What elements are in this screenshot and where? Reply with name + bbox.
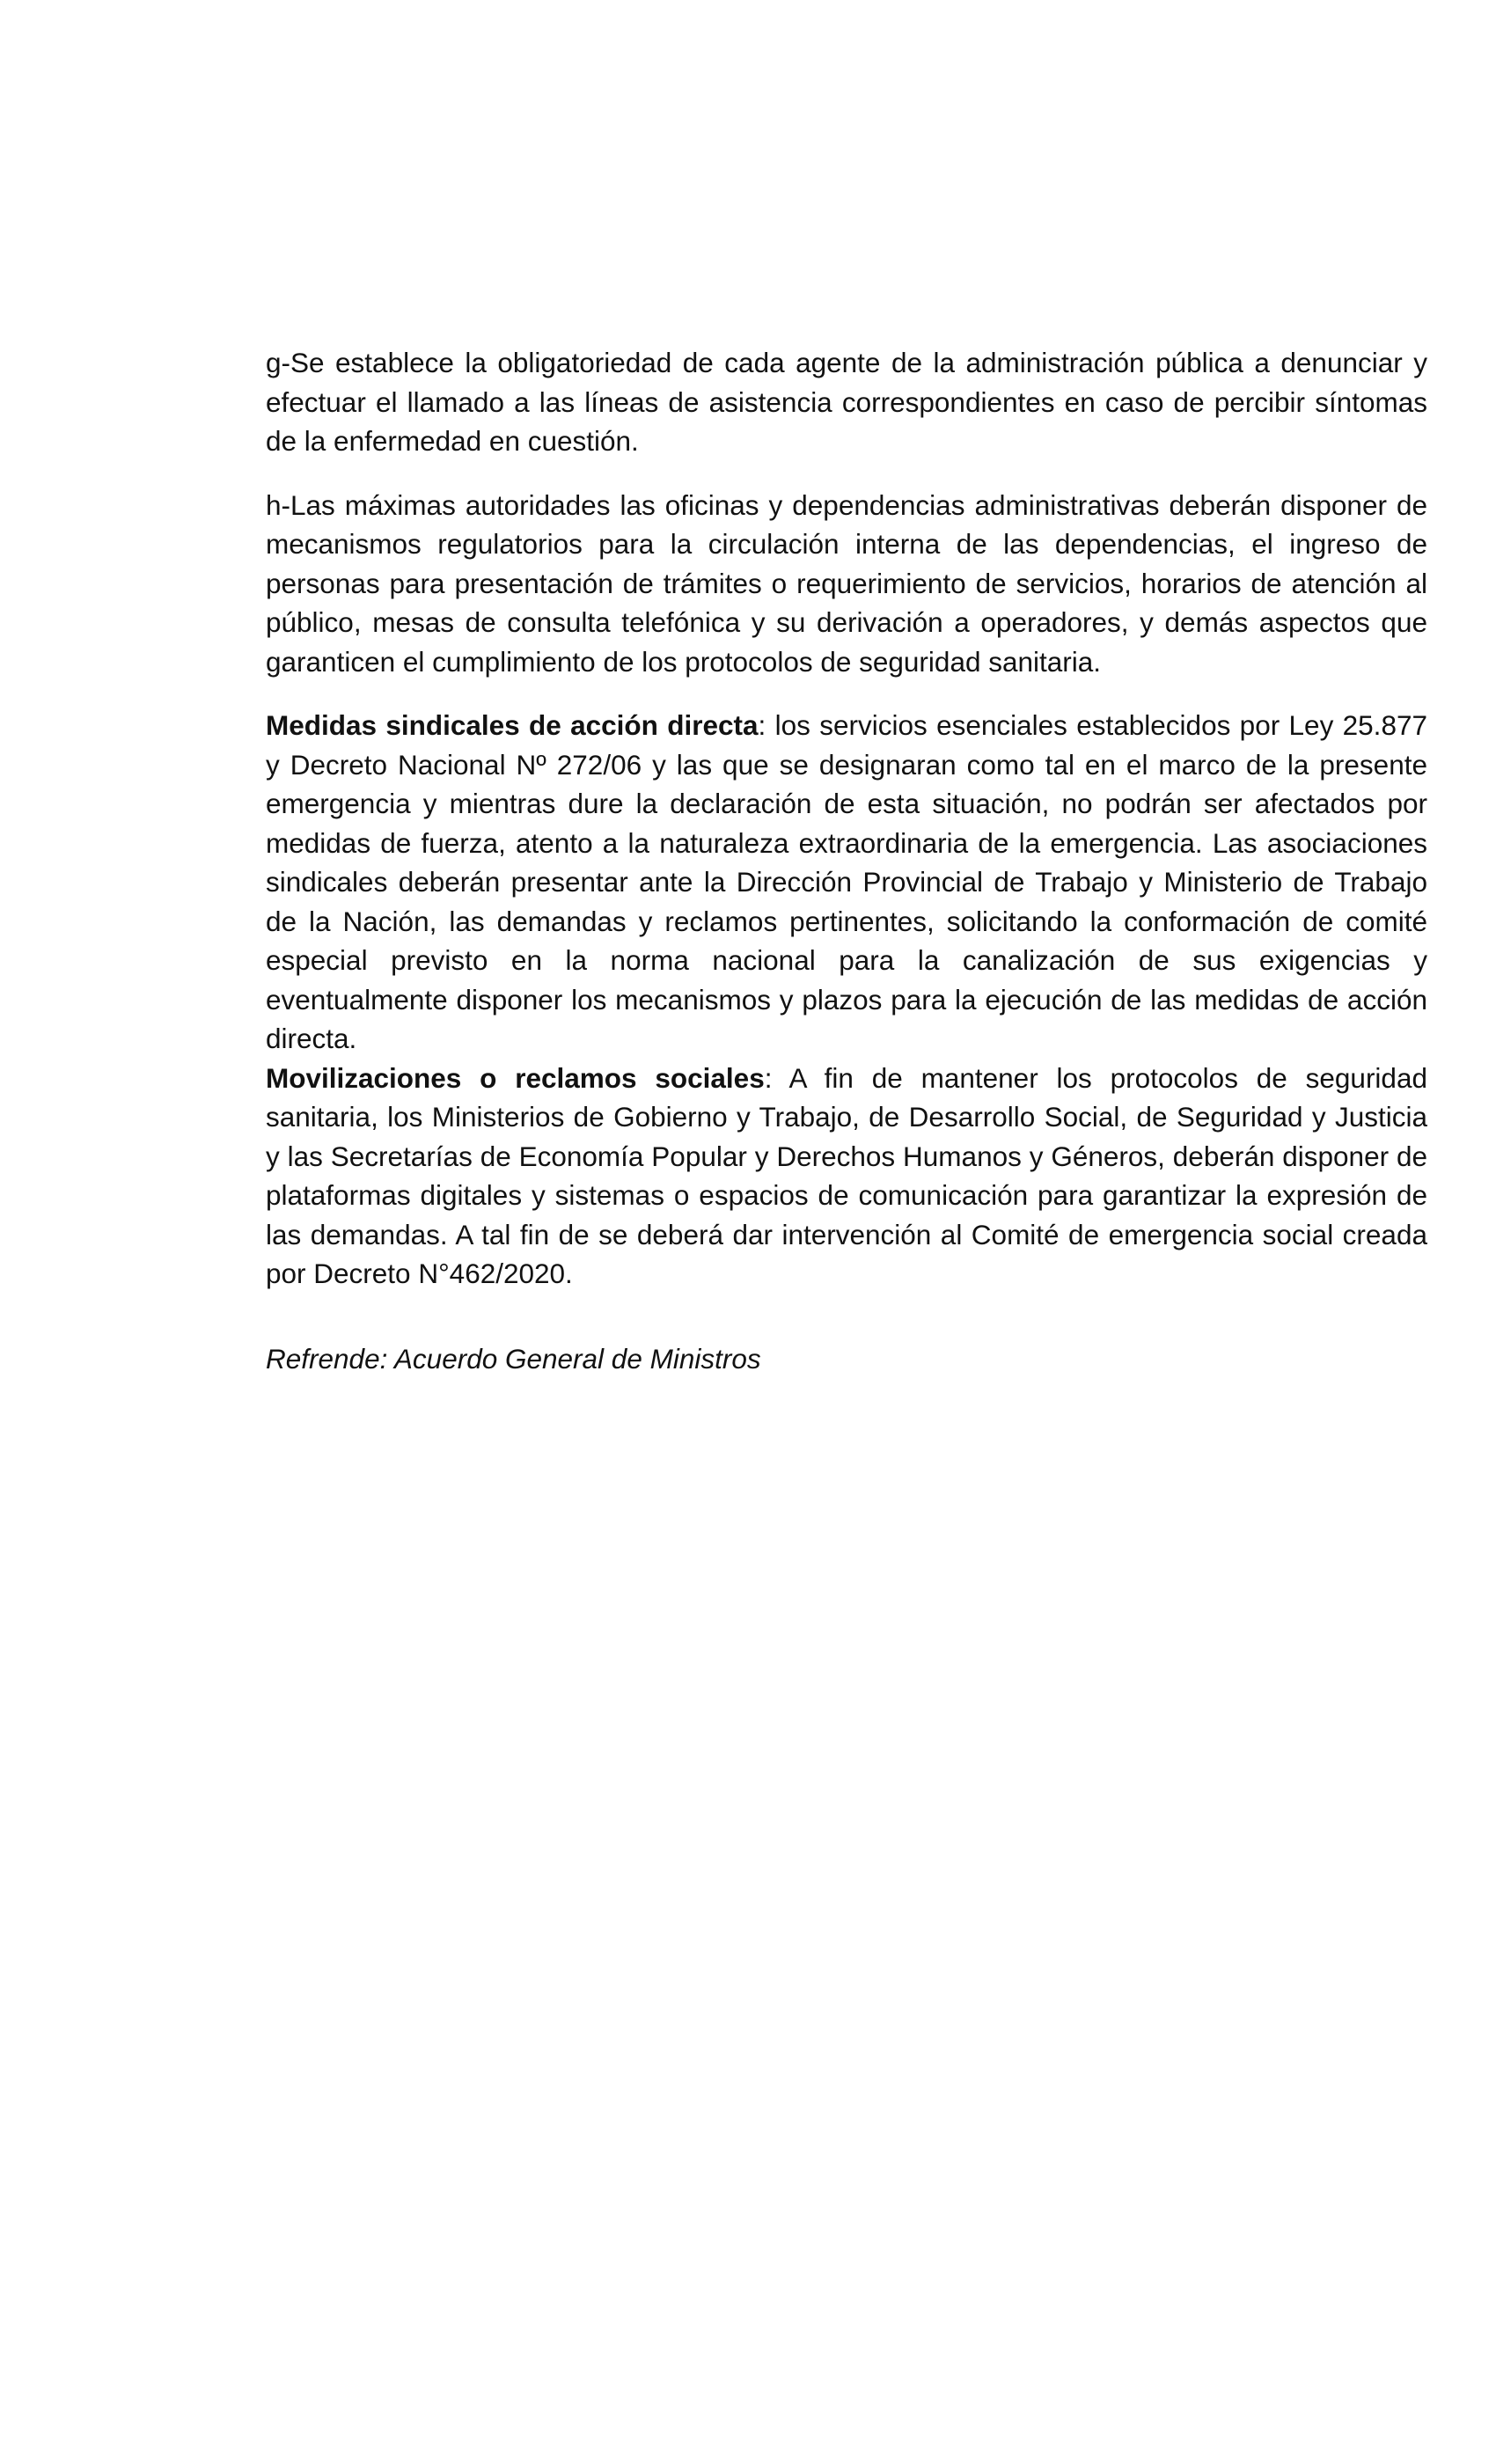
refrende-signature: Refrende: Acuerdo General de Ministros [266, 1342, 761, 1375]
paragraph-g: g-Se establece la obligatoriedad de cada agente de la administración pública a denunciar y efectuar el llamado a las líneas de asistencia correspondientes en caso de percibir síntomas de la enfermedad en cuestión. [266, 347, 1427, 457]
paragraph-medidas-sindicales [266, 706, 1427, 1059]
movilizaciones-text: : A fin de mantener los protocolos de seguridad sanitaria, los Ministerios de Gobierno y Trabajo, de Desarrollo Social, de Seguridad y Justicia y las Secretarías de Economía Popular y Derechos Humanos y Géneros, deberán disponer de plataformas digitales y sistemas o espacios de comunicación para garantizar la expresión de las demandas. A tal fin de se deberá dar intervención al Comité de emergencia social creada por Decreto N°462/2020. [266, 1061, 1427, 1289]
medidas-sindicales-text: : los servicios esenciales establecidos por Ley 25.877 y Decreto Nacional Nº 272/06 y las que se designaran como tal en el marco de la presente emergencia y mientras dure la declaración de esta situación, no podrán ser afectados por medidas de fuerza, atento a la naturaleza extraordinaria de la emergencia. Las asociaciones sindicales deberán presentar ante la Dirección Provincial de Trabajo y Ministerio de Trabajo de la Nación, las demandas y reclamos pertinentes, solicitando la conformación de comité especial previsto en la norma nacional para la canalización de sus exigencias y eventualmente disponer los mecanismos y plazos para la ejecución de las medidas de acción directa. [266, 709, 1427, 1054]
paragraph-movilizaciones [266, 1059, 1427, 1294]
paragraph-h: h-Las máximas autoridades las oficinas y dependencias administrativas deberán disponer de mecanismos regulatorios para la circulación interna de las dependencias, el ingreso de personas para presentación de trámites o requerimiento de servicios, horarios de atención al público, mesas de consulta telefónica y su derivación a operadores, y demás aspectos que garanticen el cumplimiento de los protocolos de seguridad sanitaria. [266, 488, 1427, 678]
document-body [266, 343, 1427, 1378]
movilizaciones-heading: Movilizaciones o reclamos sociales [266, 1061, 765, 1094]
medidas-sindicales-heading: Medidas sindicales de acción directa [266, 709, 759, 741]
